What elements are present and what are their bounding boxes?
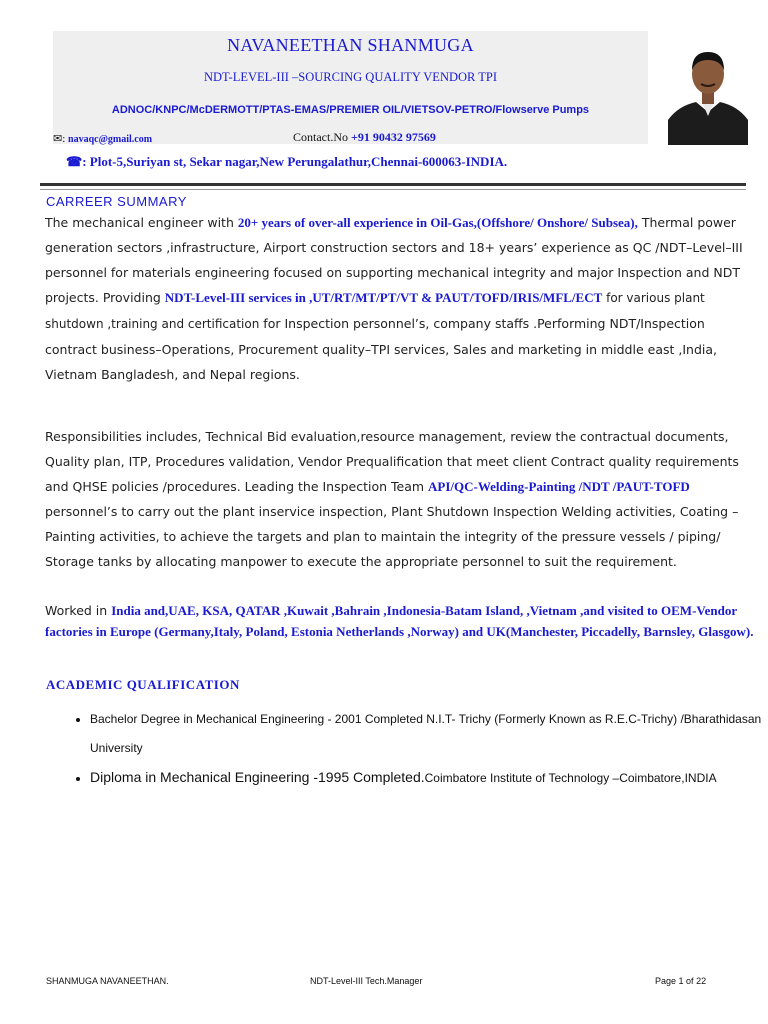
- list-item: • Diploma in Mechanical Engineering -1995 Completed.Coimbatore Institute of Technology –Coimbatore,INDIA: [90, 763, 768, 793]
- divider: [40, 183, 746, 186]
- services-highlight: NDT-Level-III services in ,UT/RT/MT/PT/VT & PAUT/TOFD/IRIS/MFL/ECT: [164, 290, 603, 305]
- list-item: • Bachelor Degree in Mechanical Engineering - 2001 Completed N.I.T- Trichy (Formerly Known as R.E.C-Trichy) /Bharathidasan University: [90, 705, 768, 763]
- contact-row: [293, 130, 436, 145]
- footer-name: SHANMUGA NAVANEETHAN.: [46, 976, 169, 986]
- section-heading-summary: CARREER SUMMARY: [46, 194, 187, 209]
- contact-label: Contact.No: [293, 130, 348, 144]
- header-block: [53, 31, 648, 144]
- summary-paragraph-2: Responsibilities includes, Technical Bid evaluation,resource management, review the contractual documents, Quality plan, ITP, Procedures validation, Vendor Prequalification that meet client Contract quality requirements and QHSE policies /procedures. Leading the Inspection Team API/QC-Welding-Painting /NDT /PAUT-TOFD personnel’s to carry out the plant inservice inspection, Plant Shutdown Inspection Welding activities, Coating –Painting activities, to achieve the targets and plan to maintain the integrity of the pressure vessels / piping/ Storage tanks by allocating manpower to execute the appropriate personnel to suit the requirement.: [45, 429, 739, 569]
- address-row: [66, 154, 507, 170]
- page-number: Page 1 of 22: [655, 976, 707, 986]
- client-list: ADNOC/KNPC/McDERMOTT/PTAS-EMAS/PREMIER OIL/VIETSOV-PETRO/Flowserve Pumps: [111, 104, 590, 116]
- address-text: : Plot-5,Suriyan st, Sekar nagar,New Perungalathur,Chennai-600063-INDIA.: [82, 154, 508, 169]
- divider-thin: [40, 189, 746, 190]
- envelope-icon: ✉: [53, 133, 63, 145]
- summary-paragraph-1: The mechanical engineer with 20+ years of over-all experience in Oil-Gas,(Offshore/ Onshore/ Subsea), Thermal power generation sectors ,infrastructure, Airport construction sectors and 18+ years’ experience as QC /NDT–Level–III personnel for materials engineering focused on supporting mechanical integrity and major Inspection and NDT projects. Providing NDT-Level-III services in ,UT/RT/MT/PT/VT & PAUT/TOFD/IRIS/MFL/ECT for various plant shutdown ,training and certification for Inspection personnel’s, company staffs .Performing NDT/Inspection contract business–Operations, Procurement quality–TPI services, Sales and marketing in middle east ,India, Vietnam Bangladesh, and Nepal regions.: [45, 215, 743, 382]
- footer-role: NDT-Level-III Tech.Manager: [310, 976, 423, 986]
- profile-photo: [668, 40, 748, 145]
- candidate-name: NAVANEETHAN SHANMUGA: [227, 35, 474, 55]
- email-row: ✉: navaqc@gmail.com: [53, 133, 153, 145]
- countries-highlight: India and,UAE, KSA, QATAR ,Kuwait ,Bahrain ,Indonesia-Batam Island, ,Vietnam ,and visited to OEM-Vendor factories in Europe (Germany,Italy, Poland, Estonia Netherlands ,Norway) and UK(Manchester, Piccadelly, Barnsley, Glasgow).: [45, 603, 754, 639]
- email-link[interactable]: navaqc@gmail.com: [68, 134, 153, 145]
- team-highlight: API/QC-Welding-Painting /NDT /PAUT-TOFD: [428, 479, 690, 494]
- job-title: NDT-LEVEL-III –SOURCING QUALITY VENDOR TPI: [203, 70, 498, 84]
- phone-icon: ☎: [66, 154, 83, 169]
- academic-list: [60, 705, 768, 793]
- contact-number: +91 90432 97569: [351, 130, 436, 144]
- section-heading-academic: ACADEMIC QUALIFICATION: [46, 677, 240, 692]
- experience-highlight: 20+ years of over-all experience in Oil-Gas,(Offshore/ Onshore/ Subsea),: [237, 215, 638, 230]
- worked-in-paragraph: Worked in India and,UAE, KSA, QATAR ,Kuwait ,Bahrain ,Indonesia-Batam Island, ,Vietnam ,and visited to OEM-Vendor factories in Europe (Germany,Italy, Poland, Estonia Netherlands ,Norway) and UK(Manchester, Piccadelly, Barnsley, Glasgow).: [45, 603, 754, 639]
